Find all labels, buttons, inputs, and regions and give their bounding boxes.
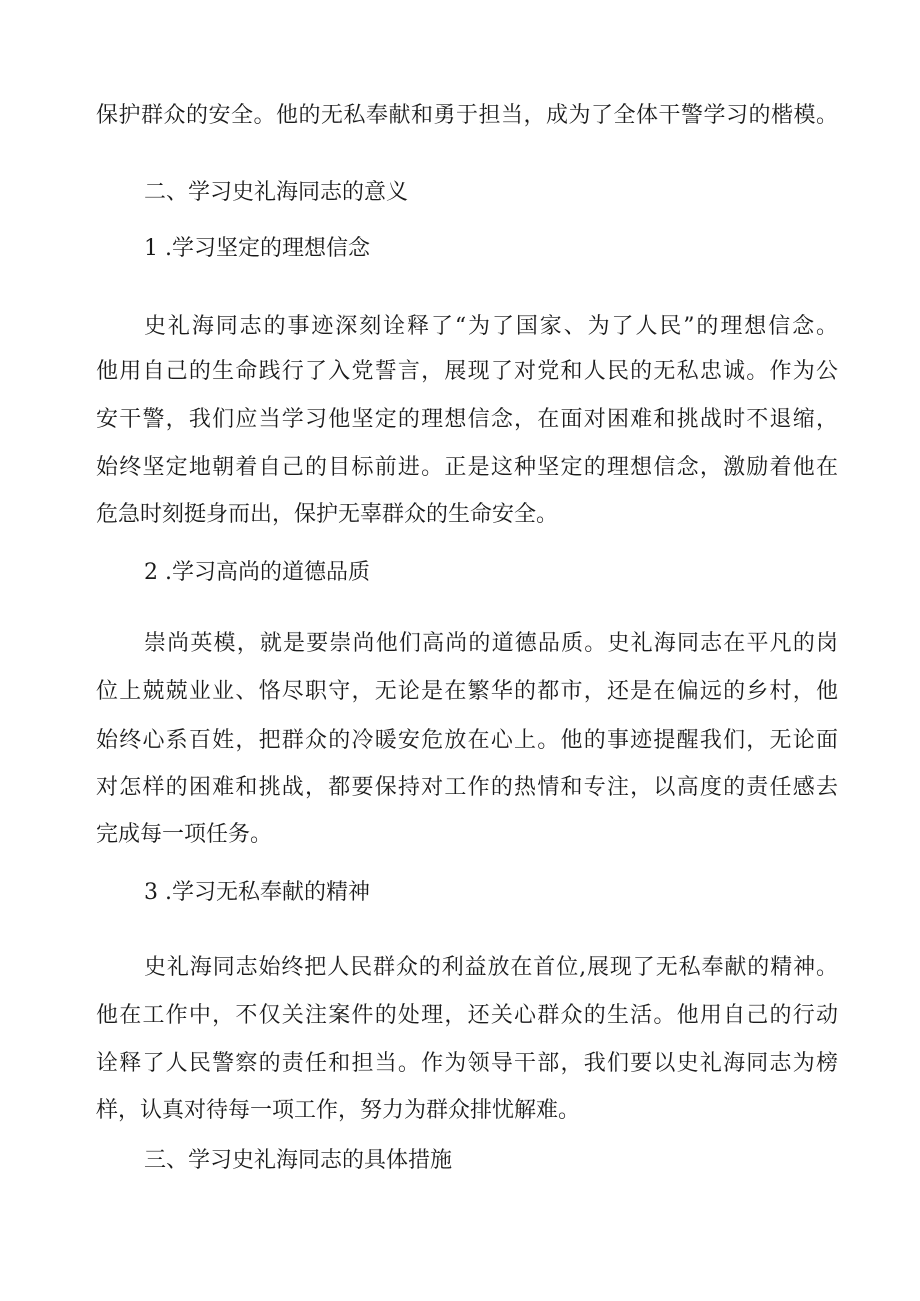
paragraph-line: 史礼海同志的事迹深刻诠释了“为了国家、为了人民”的理想信念。	[144, 314, 838, 339]
paragraph-line: 完成每一项任务。	[96, 822, 273, 847]
paragraph-line: 崇尚英模，就是要崇尚他们高尚的道德品质。史礼海同志在平凡的岗	[144, 631, 838, 656]
paragraph-line: 保护群众的安全。他的无私奉献和勇于担当，成为了全体干警学习的楷模。	[96, 103, 838, 128]
paragraph-line: 样，认真对待每一项工作，努力为群众排忧解难。	[96, 1098, 581, 1123]
paragraph-line: 史礼海同志始终把人民群众的利益放在首位,展现了无私奉献的精神。	[144, 955, 838, 980]
paragraph-line: 位上兢兢业业、恪尽职守，无论是在繁华的都市，还是在偏远的乡村，他	[96, 679, 838, 704]
paragraph-line: 危急时刻挺身而出，保护无辜群众的生命安全。	[96, 502, 559, 527]
paragraph-line: 始终心系百姓，把群众的冷暖安危放在心上。他的事迹提醒我们，无论面	[96, 728, 838, 753]
paragraph-line: 始终坚定地朝着自己的目标前进。正是这种坚定的理想信念，激励着他在	[96, 455, 838, 480]
paragraph-line: 安干警，我们应当学习他坚定的理想信念，在面对困难和挑战时不退缩，	[96, 407, 838, 432]
section-heading: 三、学习史礼海同志的具体措施	[144, 1148, 453, 1173]
subsection-heading: 2 .学习高尚的道德品质	[144, 560, 370, 585]
paragraph-line: 诠释了人民警察的责任和担当。作为领导干部，我们要以史礼海同志为榜	[96, 1051, 838, 1076]
paragraph-line: 他在工作中，不仅关注案件的处理，还关心群众的生活。他用自己的行动	[96, 1003, 838, 1028]
paragraph-line: 他用自己的生命践行了入党誓言，展现了对党和人民的无私忠诚。作为公	[96, 359, 838, 384]
subsection-heading: 3 .学习无私奉献的精神	[144, 880, 370, 905]
subsection-heading: 1 .学习坚定的理想信念	[144, 236, 370, 261]
section-heading: 二、学习史礼海同志的意义	[144, 180, 409, 205]
paragraph-line: 对怎样的困难和挑战，都要保持对工作的热情和专注，以高度的责任感去	[96, 775, 838, 800]
